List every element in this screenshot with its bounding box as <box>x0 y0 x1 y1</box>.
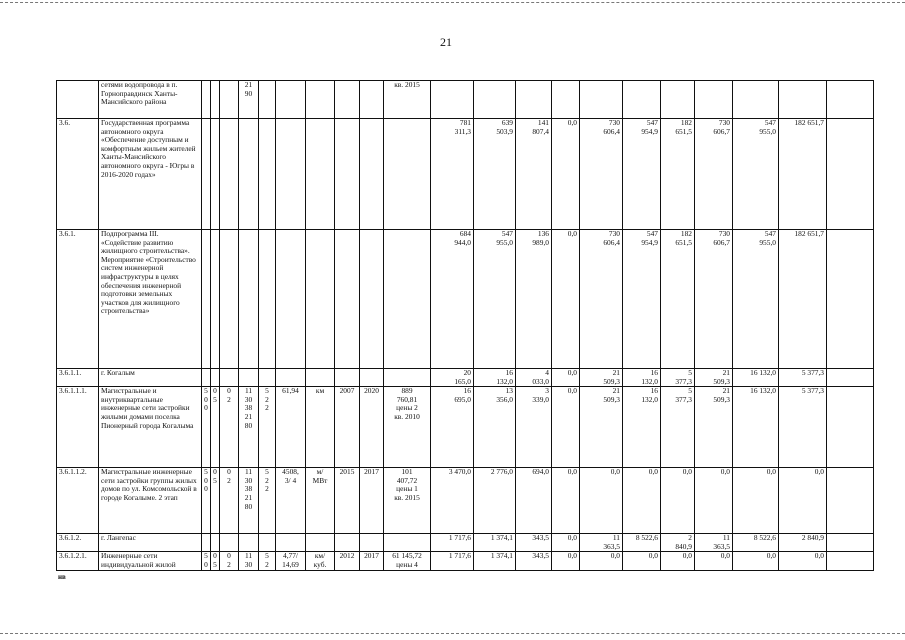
table-cell <box>733 81 779 119</box>
table-cell: 2 840,9 <box>661 534 695 552</box>
table-cell <box>827 552 874 570</box>
table-cell <box>779 81 827 119</box>
table-cell: 5 377,3 <box>661 387 695 468</box>
table-cell: 8 522,6 <box>623 534 661 552</box>
table-cell: 5 0 0 <box>202 387 211 468</box>
table-cell: 547 954,9 <box>623 230 661 369</box>
table-cell: 4508, 3/ 4 <box>276 468 306 534</box>
table-cell: 101 407,72 цены 1 кв. 2015 <box>384 468 431 534</box>
table-cell: 16 132,0 <box>623 387 661 468</box>
table-cell: 20 165,0 <box>431 369 474 387</box>
table-cell: 0,0 <box>661 552 695 570</box>
table-cell: 0,0 <box>552 119 580 230</box>
table-cell: 694,0 <box>516 468 552 534</box>
table-cell: 0,0 <box>661 468 695 534</box>
table-cell <box>202 119 211 230</box>
table-cell: 4,77/ 14,69 <box>276 552 306 570</box>
table-cell: 730 606,7 <box>695 119 733 230</box>
table-cell: 0,0 <box>552 369 580 387</box>
table-cell: 4 033,0 <box>516 369 552 387</box>
table-cell <box>384 230 431 369</box>
table-cell <box>827 387 874 468</box>
table-cell <box>211 369 220 387</box>
table-cell: 0 5 <box>211 552 220 570</box>
table-row <box>57 119 874 230</box>
bottom-scan-border <box>0 633 905 634</box>
table-cell: 0,0 <box>580 468 623 534</box>
table-row <box>57 230 874 369</box>
table-cell: 730 606,4 <box>580 230 623 369</box>
table-cell <box>431 81 474 119</box>
table-cell: г. Когалым <box>99 369 202 387</box>
table-cell: 730 606,7 <box>695 230 733 369</box>
table-cell: 5 2 2 <box>259 468 276 534</box>
table-cell: 182 651,5 <box>661 230 695 369</box>
table-cell: 182 651,7 <box>779 119 827 230</box>
table-cell: 16 695,0 <box>431 387 474 468</box>
table-cell <box>384 369 431 387</box>
table-cell: 16 132,0 <box>733 369 779 387</box>
budget-table <box>56 80 874 571</box>
table-cell: сетями водопровода в п. Горноправдинск Ханты-Мансийского района <box>99 81 202 119</box>
table-cell <box>239 534 259 552</box>
table-cell: 3.6. <box>57 119 99 230</box>
table-cell <box>220 119 239 230</box>
table-cell: 0 2 <box>220 387 239 468</box>
table-cell <box>202 81 211 119</box>
table-cell <box>220 534 239 552</box>
table-cell <box>276 119 306 230</box>
table-cell: 5 0 0 <box>202 468 211 534</box>
table-cell: 889 760,81 цены 2 кв. 2010 <box>384 387 431 468</box>
table-cell: 0,0 <box>779 552 827 570</box>
table-cell: 547 955,0 <box>474 230 516 369</box>
table-cell: 182 651,5 <box>661 119 695 230</box>
table-cell <box>623 81 661 119</box>
table-cell: 730 606,4 <box>580 119 623 230</box>
table-cell <box>827 81 874 119</box>
table-cell <box>360 534 384 552</box>
table-cell: 21 509,3 <box>580 369 623 387</box>
table-cell <box>827 369 874 387</box>
table-cell <box>306 81 335 119</box>
table-cell: 2017 <box>360 468 384 534</box>
table-cell: 2012 <box>335 552 360 570</box>
table-cell: 1 374,1 <box>474 552 516 570</box>
table-cell: км/ куб. <box>306 552 335 570</box>
table-cell: 21 509,3 <box>695 369 733 387</box>
table-cell: 0,0 <box>733 468 779 534</box>
table-cell <box>474 81 516 119</box>
table-row <box>57 468 874 534</box>
table-cell <box>239 119 259 230</box>
table-cell: 11 30 38 21 80 <box>239 468 259 534</box>
table-cell: 5 377,3 <box>779 369 827 387</box>
table-cell: 2020 <box>360 387 384 468</box>
table-cell: 0 2 <box>220 552 239 570</box>
table-cell <box>239 369 259 387</box>
table-cell: 0 5 <box>211 468 220 534</box>
table-cell <box>211 119 220 230</box>
table-cell: Государственная программа автономного округа «Обеспечение доступным и комфортным жильем жителей Ханты-Мансийского автономного округа - Югры в 2016-2020 годах» <box>99 119 202 230</box>
table-cell <box>211 230 220 369</box>
table-cell <box>827 119 874 230</box>
table-cell: 141 807,4 <box>516 119 552 230</box>
table-cell: 0,0 <box>695 468 733 534</box>
table-cell: 16 132,0 <box>623 369 661 387</box>
table-cell <box>580 81 623 119</box>
table-cell: 2 840,9 <box>779 534 827 552</box>
table-cell <box>384 119 431 230</box>
table-cell <box>360 230 384 369</box>
table-cell: Подпрограмма III. «Содействие развитию жилищного строительства». Мероприятие «Строительство систем инженерной инфраструктуры в целях обеспечения инженерной подготовки земельных участков для жилищного строительства» <box>99 230 202 369</box>
table-cell: 3.6.1.1. <box>57 369 99 387</box>
table-cell <box>239 230 259 369</box>
table-cell <box>552 81 580 119</box>
table-cell: 3.6.1. <box>57 230 99 369</box>
table-cell: 5 2 2 <box>259 387 276 468</box>
table-cell: 1 717,6 <box>431 534 474 552</box>
table-cell: 639 503,9 <box>474 119 516 230</box>
table-cell: 0 2 <box>220 468 239 534</box>
table-cell <box>259 230 276 369</box>
table-cell <box>276 369 306 387</box>
table-cell: 2015 <box>335 468 360 534</box>
table-cell <box>335 81 360 119</box>
table-cell: 21 509,3 <box>580 387 623 468</box>
table-cell <box>57 81 99 119</box>
table-cell <box>360 369 384 387</box>
table-row <box>57 387 874 468</box>
table-cell <box>211 81 220 119</box>
table-cell: 0,0 <box>733 552 779 570</box>
table-cell: 0,0 <box>552 552 580 570</box>
table-cell <box>827 230 874 369</box>
table-cell: 61 145,72 цены 4 <box>384 552 431 570</box>
table-cell: 1 374,1 <box>474 534 516 552</box>
table-cell <box>335 369 360 387</box>
table-cell <box>360 81 384 119</box>
table-cell: 3.6.1.2.1. <box>57 552 99 570</box>
table-body <box>57 81 874 571</box>
table-cell: 5 377,3 <box>661 369 695 387</box>
table-cell <box>661 81 695 119</box>
table-cell: 0,0 <box>552 387 580 468</box>
table-cell: Магистральные и внутриквартальные инженерные сети застройки жилыми домами поселка Пионерный города Когалыма <box>99 387 202 468</box>
table-cell: 5 2 <box>259 552 276 570</box>
table-cell: 0,0 <box>552 468 580 534</box>
table-cell <box>306 534 335 552</box>
table-cell: 0,0 <box>695 552 733 570</box>
table-cell <box>276 534 306 552</box>
table-cell: 2 776,0 <box>474 468 516 534</box>
table-cell <box>259 119 276 230</box>
table-cell: Магистральные инженерные сети застройки группы жилых домов по ул. Комсомольской в городе Когалыме. 2 этап <box>99 468 202 534</box>
table-cell: 0,0 <box>623 552 661 570</box>
table-cell: 5 377,3 <box>779 387 827 468</box>
table-cell: 547 955,0 <box>733 119 779 230</box>
table-cell: 2017 <box>360 552 384 570</box>
table-cell <box>384 534 431 552</box>
table-cell <box>516 81 552 119</box>
table-cell: 0 5 <box>211 387 220 468</box>
table-row <box>57 552 874 570</box>
table-cell: 3.6.1.1.1. <box>57 387 99 468</box>
table-cell: 0,0 <box>552 534 580 552</box>
table-cell: км <box>306 387 335 468</box>
table-cell: 11 363,5 <box>580 534 623 552</box>
table-cell: Инженерные сети индивидуальной жилой <box>99 552 202 570</box>
table-cell <box>335 534 360 552</box>
table-cell: 0,0 <box>552 230 580 369</box>
page-number: 21 <box>440 35 452 49</box>
table-row <box>57 534 874 552</box>
table-cell: 3 470,0 <box>431 468 474 534</box>
table-cell <box>202 369 211 387</box>
table-cell <box>211 534 220 552</box>
table-cell: 136 989,0 <box>516 230 552 369</box>
table-cell: 1 717,6 <box>431 552 474 570</box>
table-cell: 21 509,3 <box>695 387 733 468</box>
top-scan-border <box>0 2 905 3</box>
table-cell: 182 651,7 <box>779 230 827 369</box>
table-cell: 16 132,0 <box>733 387 779 468</box>
table-cell: 5 0 <box>202 552 211 570</box>
table-cell <box>276 81 306 119</box>
table-cell: 3.6.1.2. <box>57 534 99 552</box>
table-cell: 13 356,0 <box>474 387 516 468</box>
table-cell <box>259 81 276 119</box>
table-cell: 0,0 <box>779 468 827 534</box>
table-cell: 11 363,5 <box>695 534 733 552</box>
footnote: нв <box>58 573 66 581</box>
table-cell <box>306 369 335 387</box>
table-cell <box>827 534 874 552</box>
table-cell <box>306 119 335 230</box>
table-cell <box>360 119 384 230</box>
table-cell: 11 30 <box>239 552 259 570</box>
table-cell: 11 30 38 21 80 <box>239 387 259 468</box>
table-cell <box>220 369 239 387</box>
table-cell: 343,5 <box>516 552 552 570</box>
table-cell: 0,0 <box>623 468 661 534</box>
table-cell: м/ МВт <box>306 468 335 534</box>
table-cell <box>276 230 306 369</box>
table-cell: 684 944,0 <box>431 230 474 369</box>
table-cell: 8 522,6 <box>733 534 779 552</box>
table-cell: 343,5 <box>516 534 552 552</box>
table-cell: 3 339,0 <box>516 387 552 468</box>
table-cell: 547 954,9 <box>623 119 661 230</box>
table-cell: 0,0 <box>580 552 623 570</box>
table-cell <box>202 230 211 369</box>
table-cell <box>220 230 239 369</box>
table-cell: кв. 2015 <box>384 81 431 119</box>
table-cell: 61,94 <box>276 387 306 468</box>
table-cell: 16 132,0 <box>474 369 516 387</box>
table-cell <box>259 534 276 552</box>
table-cell <box>202 534 211 552</box>
table-row <box>57 81 874 119</box>
table-cell <box>335 119 360 230</box>
table-cell <box>306 230 335 369</box>
table-cell <box>220 81 239 119</box>
table-cell: 3.6.1.1.2. <box>57 468 99 534</box>
table-cell: 781 311,3 <box>431 119 474 230</box>
table-cell <box>827 468 874 534</box>
table-cell: 21 90 <box>239 81 259 119</box>
table-cell: г. Лангепас <box>99 534 202 552</box>
table-cell <box>335 230 360 369</box>
table-cell <box>695 81 733 119</box>
table-row <box>57 369 874 387</box>
table-cell: 547 955,0 <box>733 230 779 369</box>
table-cell: 2007 <box>335 387 360 468</box>
table-cell <box>259 369 276 387</box>
